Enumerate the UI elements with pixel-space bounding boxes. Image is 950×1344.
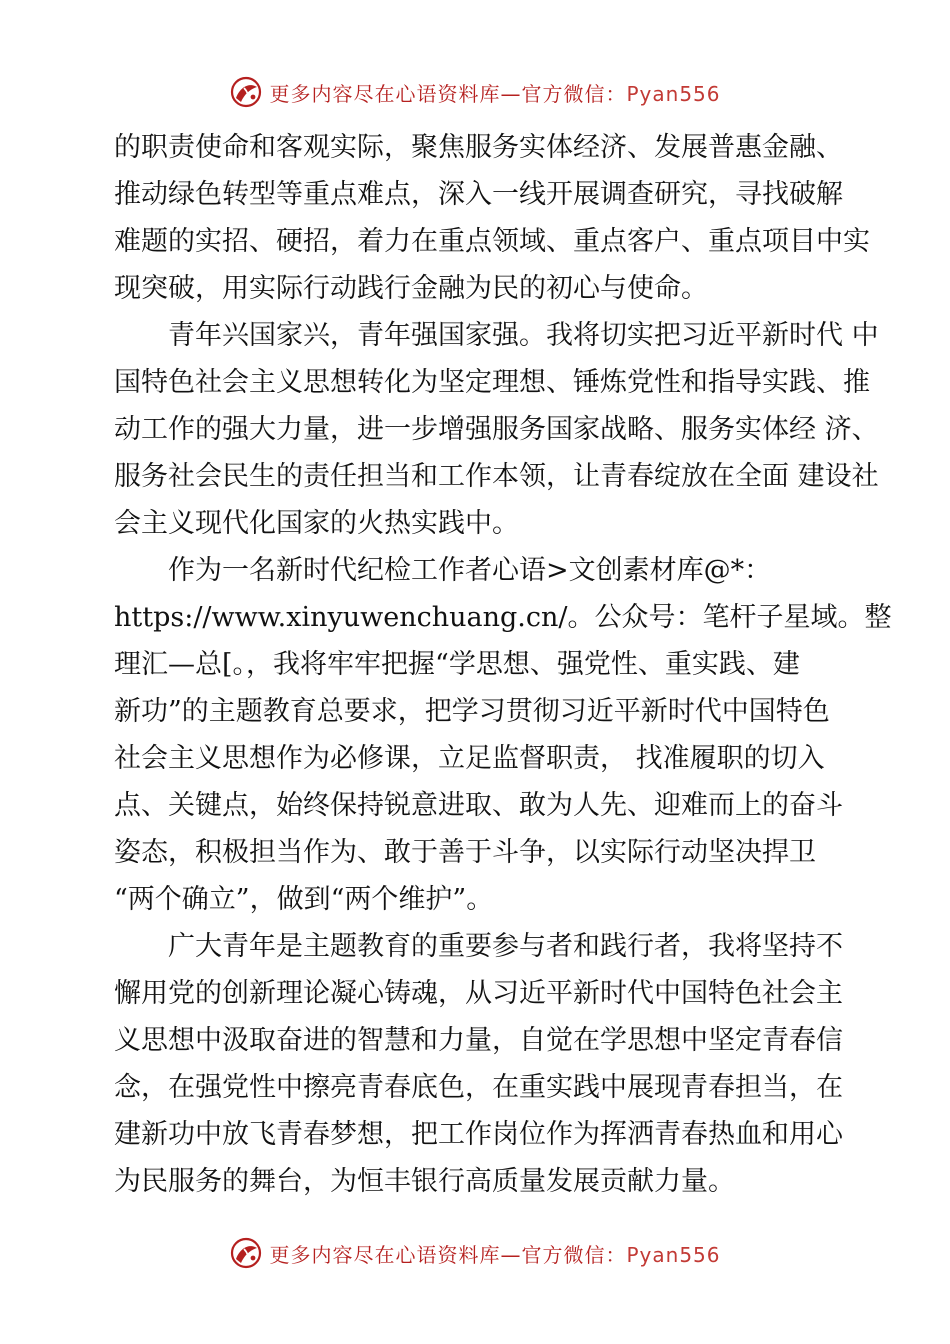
banner-dash: — [500, 81, 522, 106]
text-line: 的职责使命和客观实际，聚焦服务实体经济、发展普惠金融、 [114, 132, 843, 163]
text-line: 会主义现代化国家的火热实践中。 [114, 508, 519, 539]
header-banner-text [269, 78, 720, 107]
text-line: 青年兴国家兴，青年强国家强。我将切实把习近平新时代 中 [168, 320, 879, 351]
xinyu-logo-icon [229, 75, 263, 109]
banner-official-label: 官方微信： [521, 81, 627, 106]
text-line: 推动绿色转型等重点难点，深入一线开展调查研究，寻找破解 [114, 179, 843, 210]
text-line: 国特色社会主义思想转化为坚定理想、锤炼党性和指导实践、推 [114, 367, 870, 398]
banner-wechat-id: Pyan556 [626, 81, 721, 106]
banner-wechat-id: Pyan556 [626, 1242, 721, 1267]
text-line: 广大青年是主题教育的重要参与者和践行者，我将坚持不 [168, 931, 843, 962]
xinyu-logo-icon [229, 1236, 263, 1270]
text-line: 建新功中放飞青春梦想，把工作岗位作为挥洒青春热血和用心 [114, 1119, 843, 1150]
document-body [114, 124, 892, 1205]
text-line: 作为一名新时代纪检工作者心语>文创素材库@*： [168, 555, 772, 586]
footer-banner [0, 1233, 950, 1273]
text-line: 社会主义思想作为必修课，立足监督职责， 找准履职的切入 [114, 743, 825, 774]
text-line: https://www.xinyuwenchuang.cn/。公众号：笔杆子星域。整 [114, 602, 892, 633]
text-line: 懈用党的创新理论凝心铸魂，从习近平新时代中国特色社会主 [114, 978, 843, 1009]
text-line: “两个确立”，做到“两个维护”。 [114, 884, 494, 915]
text-line: 理汇—总[。，我将牢牢把握“学思想、强党性、重实践、建 [114, 649, 800, 680]
text-line: 难题的实招、硬招，着力在重点领域、重点客户、重点项目中实 [114, 226, 870, 257]
text-line: 念，在强党性中擦亮青春底色，在重实践中展现青春担当，在 [114, 1072, 843, 1103]
text-line: 姿态，积极担当作为、敢于善于斗争，以实际行动坚决捍卫 [114, 837, 816, 868]
banner-slogan: 更多内容尽在心语资料库 [269, 1242, 501, 1267]
banner-dash: — [500, 1242, 522, 1267]
text-line: 新功”的主题教育总要求，把学习贯彻习近平新时代中国特色 [114, 696, 830, 727]
banner-official-label: 官方微信： [521, 1242, 627, 1267]
paragraph-2 [114, 312, 879, 547]
header-banner [0, 72, 950, 112]
banner-slogan: 更多内容尽在心语资料库 [269, 81, 501, 106]
text-line: 义思想中汲取奋进的智慧和力量，自觉在学思想中坚定青春信 [114, 1025, 843, 1056]
text-line: 点、关键点，始终保持锐意进取、敢为人先、迎难而上的奋斗 [114, 790, 843, 821]
paragraph-4 [114, 923, 864, 1205]
text-line: 动工作的强大力量，进一步增强服务国家战略、服务实体经 济、 [114, 414, 879, 445]
text-line: 为民服务的舞台，为恒丰银行高质量发展贡献力量。 [114, 1166, 735, 1197]
paragraph-1 [114, 124, 870, 312]
paragraph-3 [114, 547, 892, 923]
text-line: 服务社会民生的责任担当和工作本领，让青春绽放在全面 建设社 [114, 461, 879, 492]
footer-banner-text [269, 1239, 720, 1268]
text-line: 现突破，用实际行动践行金融为民的初心与使命。 [114, 273, 708, 304]
